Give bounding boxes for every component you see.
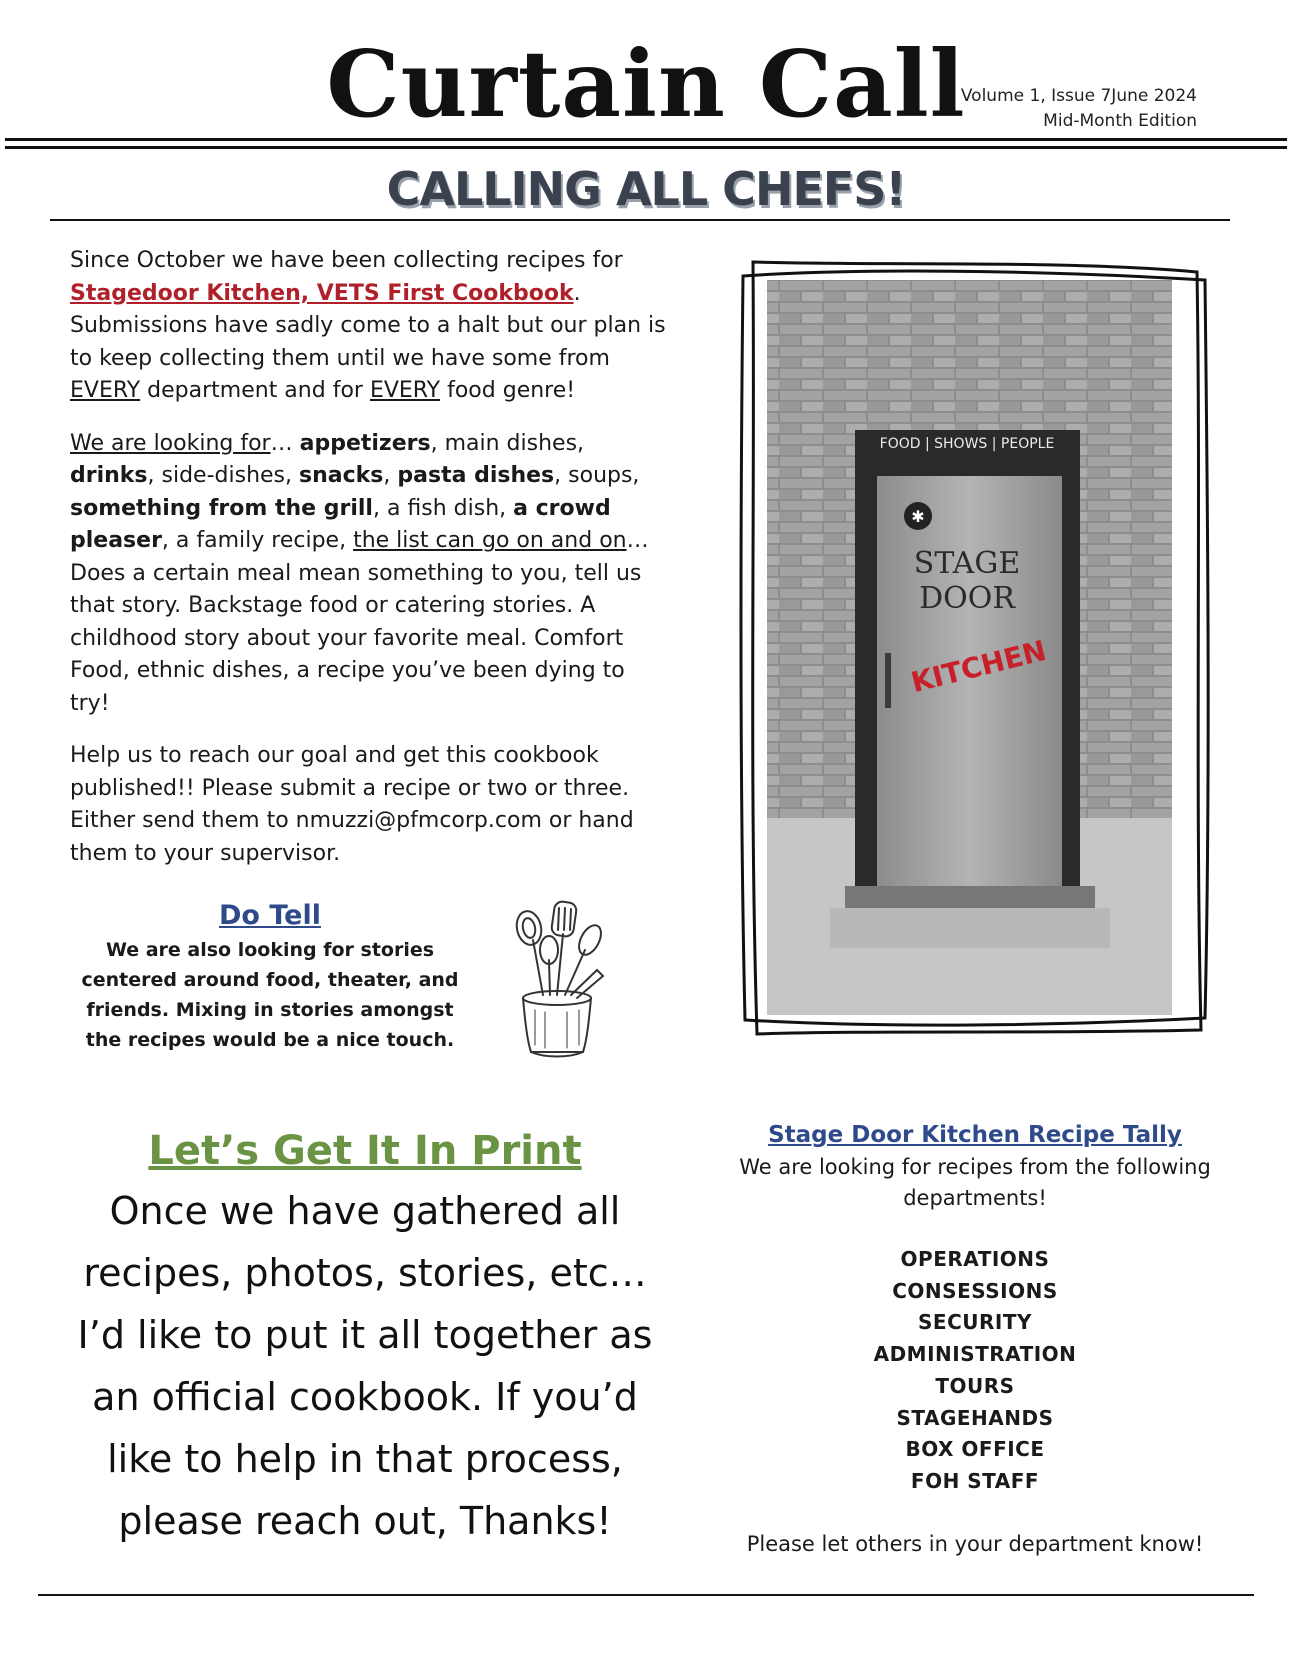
emphasis-every: EVERY bbox=[70, 378, 141, 403]
intro-paragraph-1 bbox=[70, 245, 670, 408]
intro-text: … Does a certain meal mean something to you, tell us that story. Backstage food or catering stories. A childhood story about your favorite meal. Comfort Food, ethnic dishes, a recipe you’ve been dying to try! bbox=[70, 528, 649, 716]
intro-text: … bbox=[270, 430, 300, 456]
intro-text: , main dishes, bbox=[430, 430, 585, 456]
stage-door-photo bbox=[735, 258, 1215, 1038]
genre-appetizers: appetizers bbox=[299, 430, 431, 456]
department-item: STAGEHANDS bbox=[896, 1405, 1054, 1430]
genre-pasta: pasta dishes bbox=[397, 463, 555, 488]
department-item: SECURITY bbox=[918, 1310, 1032, 1335]
print-section bbox=[60, 1128, 670, 1552]
intro-text: , side-dishes, bbox=[147, 463, 299, 488]
intro-article bbox=[70, 245, 670, 890]
department-item: BOX OFFICE bbox=[905, 1437, 1045, 1462]
tally-title: Stage Door Kitchen Recipe Tally bbox=[768, 1122, 1182, 1148]
tally-intro: We are looking for recipes from the following departments! bbox=[739, 1155, 1211, 1210]
cookbook-link[interactable]: Stagedoor Kitchen, VETS First Cookbook bbox=[70, 280, 574, 306]
intro-text: Since October we have been collecting recipes for bbox=[70, 248, 623, 273]
recipe-tally bbox=[730, 1122, 1220, 1556]
photo-door: DOOR bbox=[919, 581, 1015, 616]
photo-stage: STAGE bbox=[913, 546, 1021, 581]
intro-text: , soups, bbox=[554, 463, 640, 488]
issue-number: Volume 1, Issue 7June 2024 bbox=[960, 86, 1197, 106]
department-item: ADMINISTRATION bbox=[873, 1342, 1077, 1367]
department-item: CONSESSIONS bbox=[892, 1278, 1058, 1303]
intro-text: . Submissions have sadly come to a halt but our plan is to keep collecting them until we have some from bbox=[70, 280, 666, 371]
edition-label: Mid-Month Edition bbox=[1043, 111, 1197, 131]
emphasis-every: EVERY bbox=[369, 378, 441, 403]
utensil-crock-icon bbox=[505, 900, 615, 1060]
intro-text: department and for bbox=[140, 378, 370, 403]
intro-text: , a family recipe, bbox=[161, 528, 354, 553]
intro-text: , a fish dish, bbox=[372, 495, 514, 521]
issue-info bbox=[961, 84, 1197, 134]
intro-paragraph-2 bbox=[70, 428, 670, 721]
headline: CALLING ALL CHEFS! bbox=[386, 162, 906, 216]
masthead-rule-bottom bbox=[5, 146, 1287, 149]
genre-crowd-pleaser: a crowd pleaser bbox=[70, 495, 611, 553]
department-item: TOURS bbox=[935, 1373, 1015, 1398]
photo-banner: FOOD | SHOWS | PEOPLE bbox=[879, 436, 1055, 452]
headline-rule bbox=[50, 219, 1230, 221]
list-goes-on: the list can go on and on bbox=[353, 528, 627, 553]
tally-note: Please let others in your department know! bbox=[746, 1531, 1204, 1556]
intro-text: food genre! bbox=[440, 378, 576, 403]
print-title: Let’s Get It In Print bbox=[148, 1128, 582, 1174]
do-tell-title: Do Tell bbox=[218, 900, 321, 931]
svg-text:✱: ✱ bbox=[911, 507, 925, 526]
masthead-title: Curtain Call bbox=[326, 30, 966, 138]
do-tell-section bbox=[70, 900, 470, 1055]
department-list bbox=[730, 1244, 1220, 1498]
looking-for-lead: We are looking for bbox=[70, 430, 271, 456]
intro-paragraph-3: Help us to reach our goal and get this cookbook published!! Please submit a recipe or two or three. Either send them to nmuzzi@pfmcorp.com or hand them to your supervisor. bbox=[70, 743, 634, 866]
genre-snacks: snacks bbox=[299, 463, 384, 488]
print-body: Once we have gathered all recipes, photos, stories, etc… I’d like to put it all together as an official cookbook. If you’d like to help in that process, please reach out, Thanks! bbox=[77, 1189, 653, 1543]
photo-kitchen: KITCHEN bbox=[907, 633, 1050, 700]
genre-grill: something from the grill bbox=[70, 495, 373, 521]
masthead-rule-top bbox=[5, 138, 1287, 141]
footer-rule bbox=[38, 1594, 1254, 1596]
department-item: FOH STAFF bbox=[910, 1468, 1040, 1493]
genre-drinks: drinks bbox=[70, 463, 148, 488]
department-item: OPERATIONS bbox=[900, 1247, 1050, 1271]
do-tell-body: We are also looking for stories centered around food, theater, and friends. Mixing in stories amongst the recipes would be a nice touch. bbox=[81, 939, 459, 1051]
intro-text: , bbox=[383, 463, 398, 488]
